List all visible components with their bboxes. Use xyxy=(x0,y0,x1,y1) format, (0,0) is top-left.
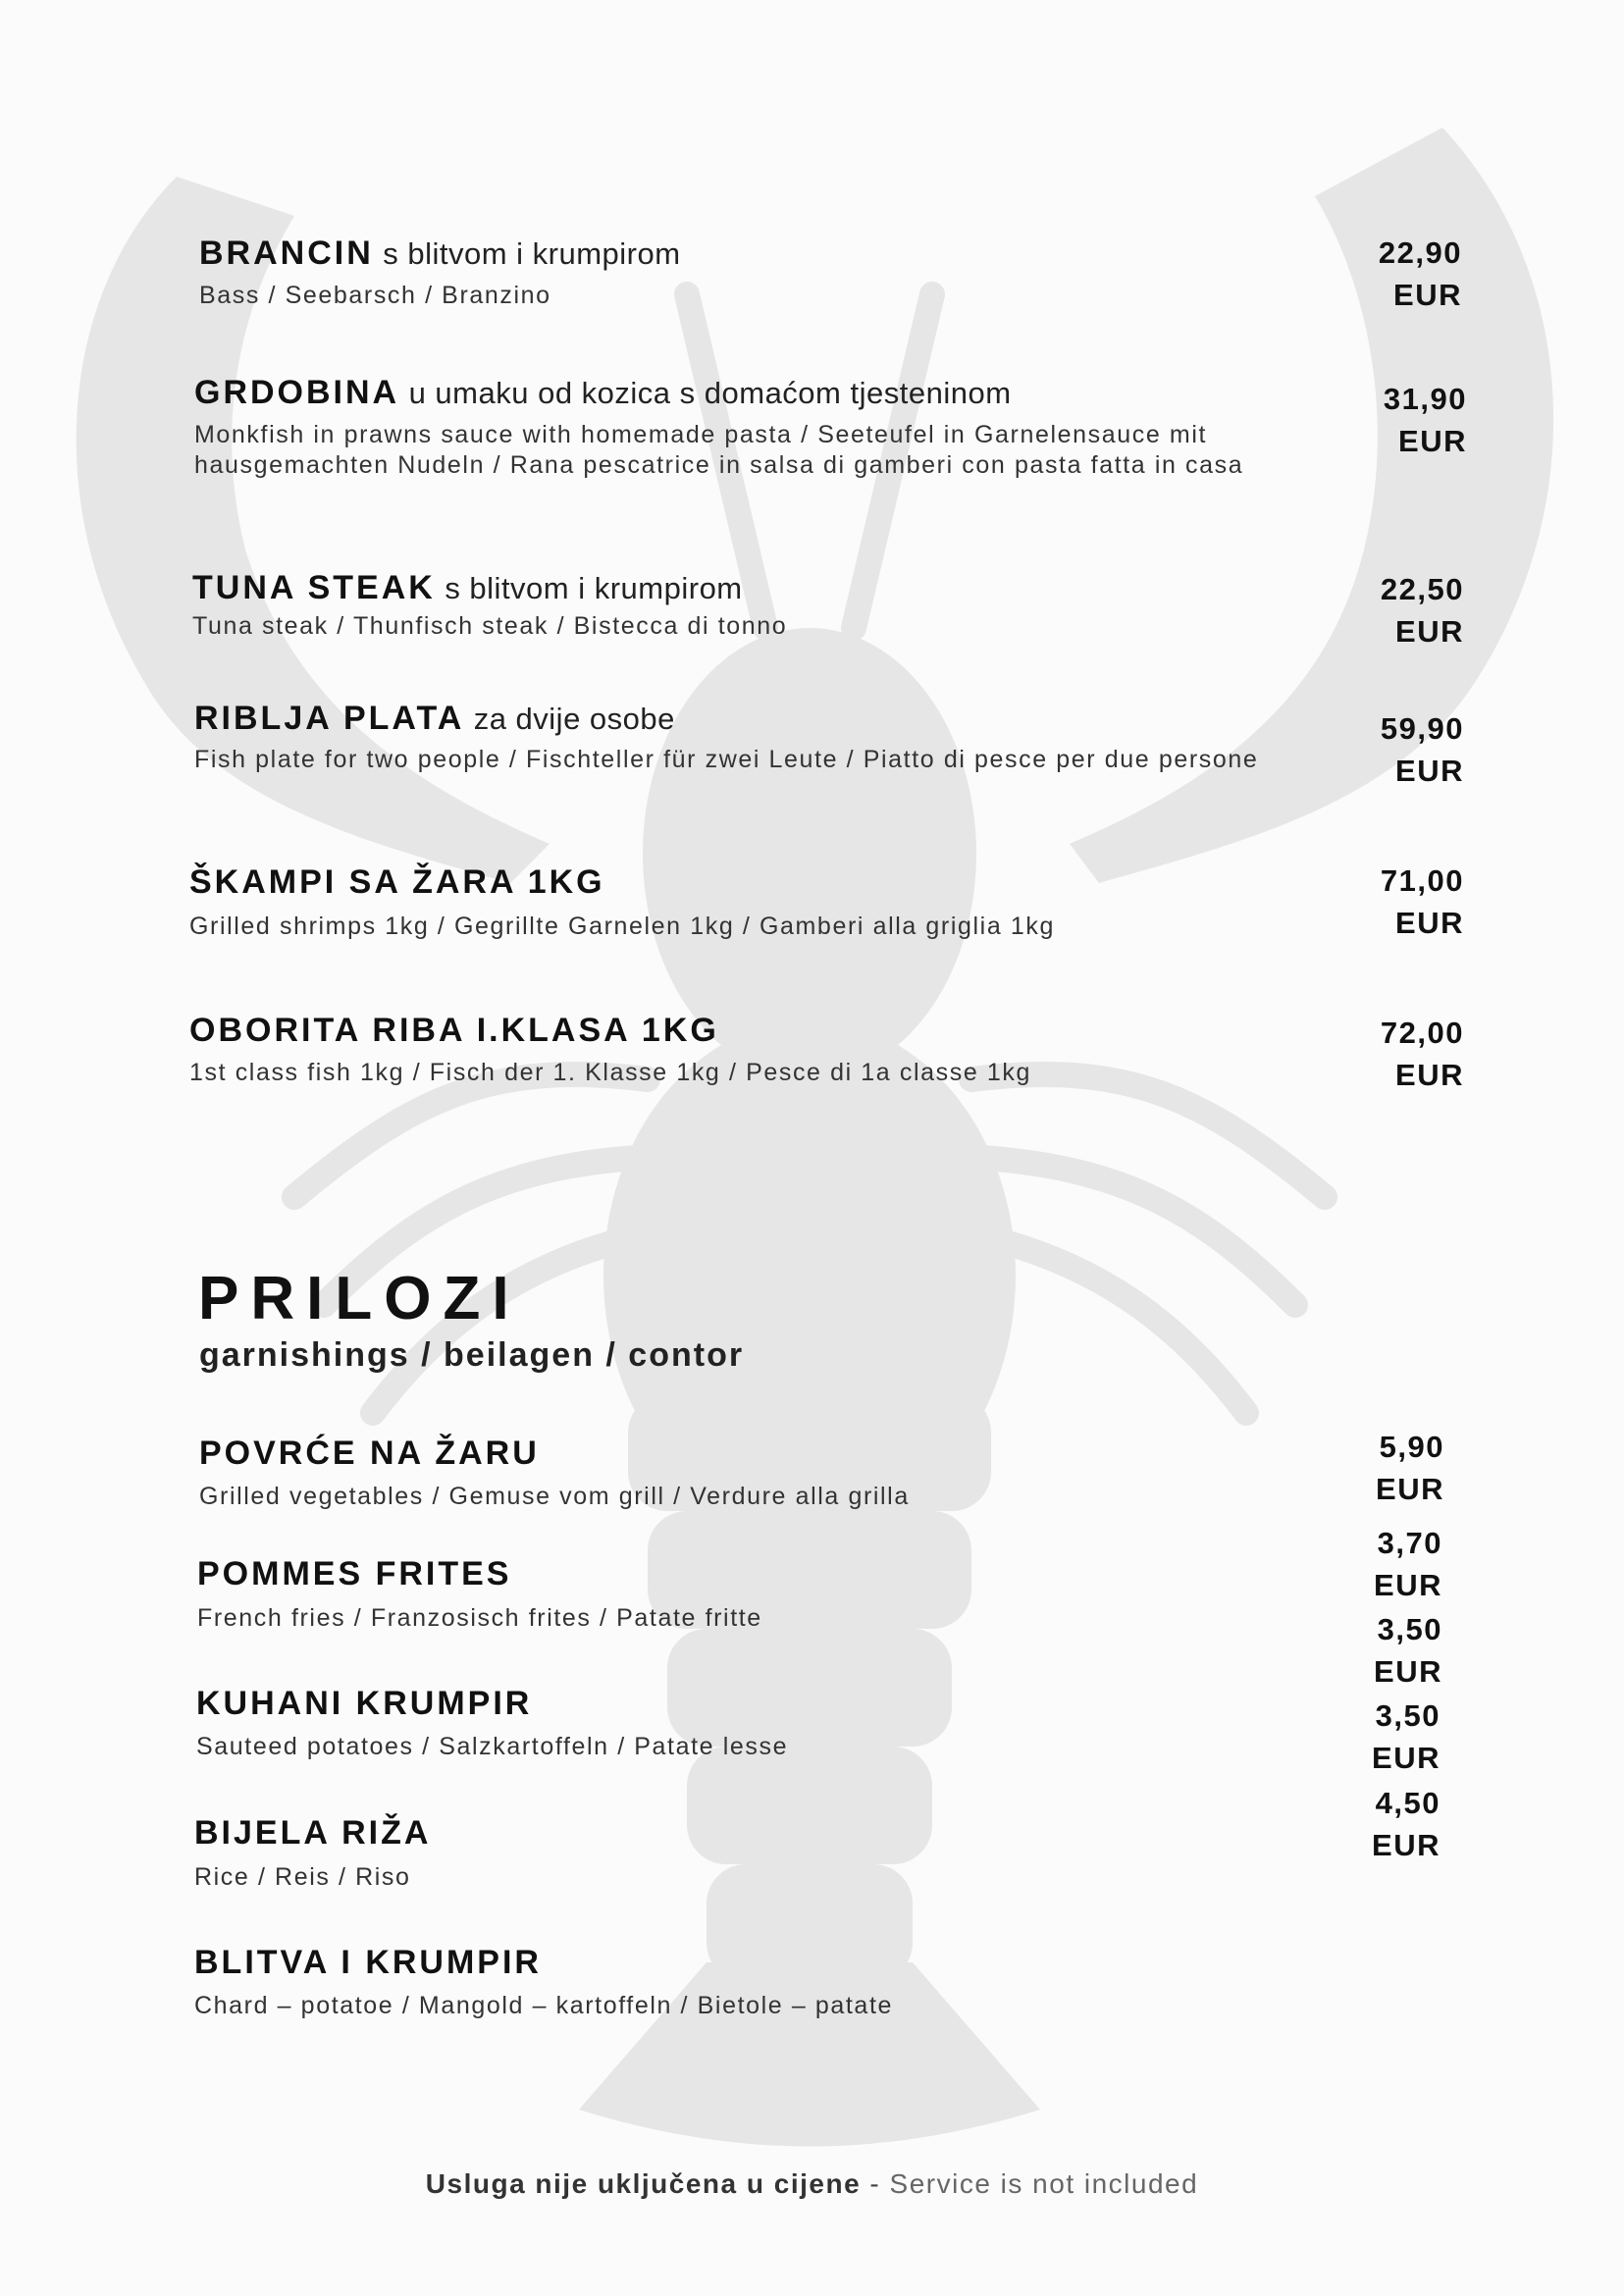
item-price xyxy=(1344,232,1462,316)
price-value: 5,90 xyxy=(1379,1430,1444,1464)
section-title: PRILOZI xyxy=(198,1265,521,1332)
service-note-hr: Usluga nije uključena u cijene xyxy=(425,2168,862,2199)
price-value: 4,50 xyxy=(1375,1786,1441,1820)
price-currency: EUR xyxy=(1398,424,1467,458)
section-subtitle: garnishings / beilagen / contor xyxy=(199,1336,745,1374)
price-value: 31,90 xyxy=(1383,382,1467,416)
item-subtitle: s blitvom i krumpirom xyxy=(383,236,681,271)
item-title xyxy=(196,1684,532,1723)
item-title xyxy=(189,1011,719,1050)
price-value: 59,90 xyxy=(1380,711,1464,746)
price-value: 22,90 xyxy=(1378,235,1462,270)
item-price xyxy=(1346,860,1464,944)
price-currency: EUR xyxy=(1395,906,1464,940)
item-description: 1st class fish 1kg / Fisch der 1. Klasse 1kg / Pesce di 1a classe 1kg xyxy=(189,1059,1031,1086)
item-name: POMMES FRITES xyxy=(197,1555,512,1592)
item-subtitle: u umaku od kozica s domaćom tjesteninom xyxy=(408,376,1012,410)
item-description: Rice / Reis / Riso xyxy=(194,1863,411,1891)
item-name: KUHANI KRUMPIR xyxy=(196,1685,533,1722)
item-description: Fish plate for two people / Fischteller für zwei Leute / Piatto di pesce per due persone xyxy=(194,746,1259,773)
price-value: 3,50 xyxy=(1375,1698,1441,1733)
item-price xyxy=(1325,1522,1442,1606)
item-description: Chard – potatoe / Mangold – kartoffeln / Bietole – patate xyxy=(194,1992,893,2019)
price-value: 22,50 xyxy=(1380,572,1464,606)
price-value: 3,70 xyxy=(1377,1526,1442,1560)
item-price xyxy=(1346,1012,1464,1096)
item-description: Tuna steak / Thunfisch steak / Bistecca di tonno xyxy=(192,612,788,640)
item-description: Grilled shrimps 1kg / Gegrillte Garnelen 1kg / Gamberi alla griglia 1kg xyxy=(189,913,1055,940)
item-title xyxy=(192,568,743,608)
item-name: OBORITA RIBA I.KLASA 1KG xyxy=(189,1012,719,1049)
service-note xyxy=(0,2168,1624,2200)
item-title xyxy=(194,1943,542,1982)
price-currency: EUR xyxy=(1395,614,1464,649)
item-subtitle: za dvije osobe xyxy=(473,702,675,736)
item-price xyxy=(1346,568,1464,652)
price-value: 72,00 xyxy=(1380,1016,1464,1050)
item-name: RIBLJA PLATA xyxy=(194,700,465,737)
item-description: Sauteed potatoes / Salzkartoffeln / Patate lesse xyxy=(196,1733,789,1760)
item-description: Monkfish in prawns sauce with homemade pasta / Seeteufel in Garnelensauce mit hausgemachten Nudeln / Rana pescatrice in salsa di gamberi con pasta fatta in casa xyxy=(194,421,1244,479)
price-currency: EUR xyxy=(1393,278,1462,312)
item-name: ŠKAMPI SA ŽARA 1KG xyxy=(189,863,605,901)
item-title xyxy=(189,862,605,902)
item-price xyxy=(1323,1695,1441,1779)
price-currency: EUR xyxy=(1372,1828,1441,1862)
price-currency: EUR xyxy=(1374,1654,1442,1689)
item-description: Grilled vegetables / Gemuse vom grill / Verdure alla grilla xyxy=(199,1483,910,1510)
item-price xyxy=(1349,378,1467,462)
item-price xyxy=(1323,1782,1441,1866)
service-note-separator: - xyxy=(861,2168,890,2199)
item-description: Bass / Seebarsch / Branzino xyxy=(199,282,551,309)
item-name: BRANCIN xyxy=(199,235,374,272)
item-title xyxy=(199,234,681,274)
item-price xyxy=(1325,1608,1442,1693)
service-note-en: Service is not included xyxy=(889,2168,1199,2199)
item-name: TUNA STEAK xyxy=(192,569,436,606)
item-price xyxy=(1346,707,1464,792)
item-title xyxy=(199,1434,540,1473)
item-name: POVRĆE NA ŽARU xyxy=(199,1435,540,1472)
price-currency: EUR xyxy=(1372,1741,1441,1775)
price-currency: EUR xyxy=(1395,1058,1464,1092)
item-subtitle: s blitvom i krumpirom xyxy=(445,571,743,605)
price-value: 71,00 xyxy=(1380,863,1464,898)
item-title xyxy=(197,1554,511,1593)
item-title xyxy=(194,373,1012,413)
price-currency: EUR xyxy=(1374,1568,1442,1602)
item-name: BLITVA I KRUMPIR xyxy=(194,1944,542,1981)
item-name: BIJELA RIŽA xyxy=(194,1814,432,1852)
price-currency: EUR xyxy=(1395,754,1464,788)
item-description: French fries / Franzosisch frites / Patate fritte xyxy=(197,1604,762,1632)
item-price xyxy=(1327,1426,1444,1510)
item-title xyxy=(194,699,675,739)
price-value: 3,50 xyxy=(1377,1612,1442,1646)
item-title xyxy=(194,1813,431,1852)
price-currency: EUR xyxy=(1376,1472,1444,1506)
item-name: GRDOBINA xyxy=(194,374,400,411)
